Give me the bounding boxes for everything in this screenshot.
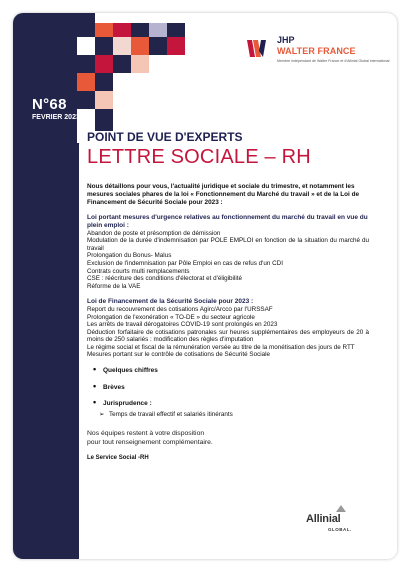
arrow-icon: ➢: [99, 410, 105, 418]
intro-paragraph: Nous détaillons pour vous, l'actualité juridique et sociale du trimestre, et notamment les mesures sociales phares de la loi « Fonctionnement du Marché du travail » et de la Loi de Financement de Sécurité Sociale pour 2023 :: [87, 183, 360, 206]
issue-block: [32, 96, 80, 121]
section2-heading: Loi de Financement de la Sécurité Sociale pour 2023 :: [87, 298, 254, 306]
allinial-triangle-icon: [336, 505, 346, 512]
issue-number: N°68: [32, 96, 67, 113]
page-title: LETTRE SOCIALE – RH: [87, 146, 311, 168]
section1-item: Abandon de poste et présomption de démission: [87, 229, 221, 237]
section2-item: Les arrêts de travail dérogatoires COVID-19 sont prolongés en 2023: [87, 321, 278, 329]
section2-item: Report du recouvrement des cotisations Agirc/Arcco par l'URSSAF: [87, 305, 273, 313]
section1-item: Exclusion de l'indemnisation par Pôle Emploi en cas de refus d'un CDI: [87, 259, 283, 267]
jurisprudence-item: [93, 411, 369, 419]
section2-item: Mesures portant sur le contrôle de cotisations de Sécurité Sociale: [87, 351, 271, 359]
section2-item: Prolongation de l'exonération « TO-DE » du secteur agricole: [87, 313, 255, 321]
closing-message: [87, 430, 369, 446]
logo-line2: WALTER FRANCE: [277, 46, 356, 56]
allinial-name: Allinial: [306, 513, 341, 525]
kicker: POINT DE VUE D'EXPERTS: [87, 130, 243, 144]
jurisprudence-text: Temps de travail effectif et salariés itinérants: [109, 410, 233, 418]
main-content: [87, 183, 369, 462]
section1-heading: Loi portant mesures d'urgence relatives au fonctionnement du marché du travail en vue du plein emploi :: [87, 214, 368, 229]
allinial-sub: GLOBAL.: [328, 527, 352, 532]
closing-line1: Nos équipes restent à votre disposition: [87, 430, 205, 438]
logo-line1: JHP: [277, 35, 295, 45]
logo-subline: Membre indépendant de Walter France et d'Allinial Global international: [277, 59, 390, 63]
signature: Le Service Social -RH: [87, 454, 149, 461]
bullet-list: [87, 367, 369, 418]
section1-item: Prolongation du Bonus- Malus: [87, 252, 172, 260]
section2-item: Le régime social et fiscal de la rémunération versée au titre de la monétisation des jours de RTT: [87, 343, 355, 351]
jhp-logo: [245, 35, 395, 83]
bullet-item: • Brèves: [93, 384, 369, 392]
section1-item: Contrats courts multi remplacements: [87, 267, 190, 275]
allinial-logo: [306, 505, 372, 535]
jhp-w-mark-icon: [245, 37, 269, 61]
decorative-mosaic: [77, 23, 227, 143]
section2-item: Déduction forfaitaire de cotisations patronales sur heures supplémentaires des employeurs de 20 à moins de 250 salariés : modification des règles d'imputation: [87, 328, 369, 344]
section1-item: Modulation de la durée d'indemnisation par POLE EMPLOI en fonction de la situation du marché du travail: [87, 237, 369, 252]
bullet-item: • Quelques chiffres: [93, 367, 369, 375]
section1-item: Réforme de la VAE: [87, 282, 141, 290]
closing-line2: pour tout renseignement complémentaire.: [87, 438, 213, 446]
issue-date: FEVRIER 2023: [32, 114, 80, 121]
bullet-item: • Jurisprudence :: [93, 400, 369, 408]
section1-item: CSE : réécriture des conditions d'électorat et d'éligibilité: [87, 275, 243, 283]
